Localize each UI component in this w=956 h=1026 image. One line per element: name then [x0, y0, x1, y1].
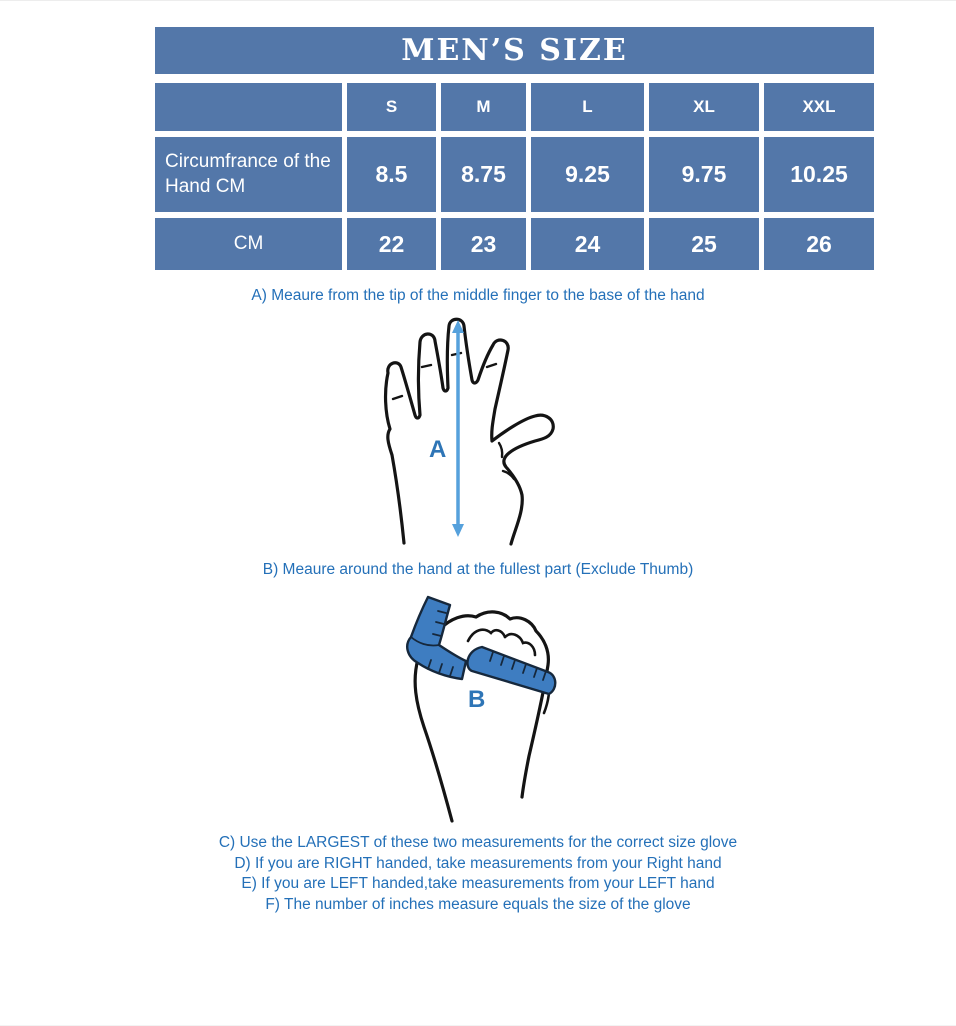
measure-b-label: B — [468, 686, 486, 713]
open-hand-outline — [386, 319, 554, 544]
col-header-s: S — [347, 83, 436, 131]
instruction-b-text: B) Meaure around the hand at the fullest part (Exclude Thumb) — [262, 561, 694, 578]
fist-circumference-illustration — [398, 591, 574, 829]
circumference-value-xl: 9.75 — [649, 137, 759, 212]
cm-value-s: 22 — [347, 218, 436, 270]
corner-cell — [155, 83, 342, 131]
note-c: C) Use the LARGEST of these two measurements for the correct size glove — [218, 834, 738, 851]
mens-size-table — [155, 27, 874, 270]
circumference-value-xxl: 10.25 — [764, 137, 874, 212]
circumference-value-l: 9.25 — [531, 137, 644, 212]
circumference-value-m: 8.75 — [441, 137, 526, 212]
measure-a-label: A — [429, 436, 447, 463]
table-title: MEN’S SIZE — [155, 27, 874, 74]
col-header-l: L — [531, 83, 644, 131]
hand-length-illustration — [383, 315, 561, 547]
col-header-xxl: XXL — [764, 83, 874, 131]
note-e: E) If you are LEFT handed,take measurements from your LEFT hand — [241, 875, 715, 892]
cm-value-xxl: 26 — [764, 218, 874, 270]
cm-value-l: 24 — [531, 218, 644, 270]
cm-value-m: 23 — [441, 218, 526, 270]
cm-value-xl: 25 — [649, 218, 759, 270]
col-header-m: M — [441, 83, 526, 131]
row-label-cm: CM — [155, 218, 342, 270]
note-f: F) The number of inches measure equals the size of the glove — [265, 895, 691, 913]
table-grid — [155, 83, 874, 270]
footer-notes — [0, 833, 956, 915]
circumference-value-s: 8.5 — [347, 137, 436, 212]
note-d: D) If you are RIGHT handed, take measurements from your Right hand — [234, 854, 722, 872]
row-label-circumference: Circumfrance of the Hand CM — [155, 137, 342, 212]
instruction-a-text: A) Meaure from the tip of the middle finger to the base of the hand — [251, 287, 705, 304]
col-header-xl: XL — [649, 83, 759, 131]
